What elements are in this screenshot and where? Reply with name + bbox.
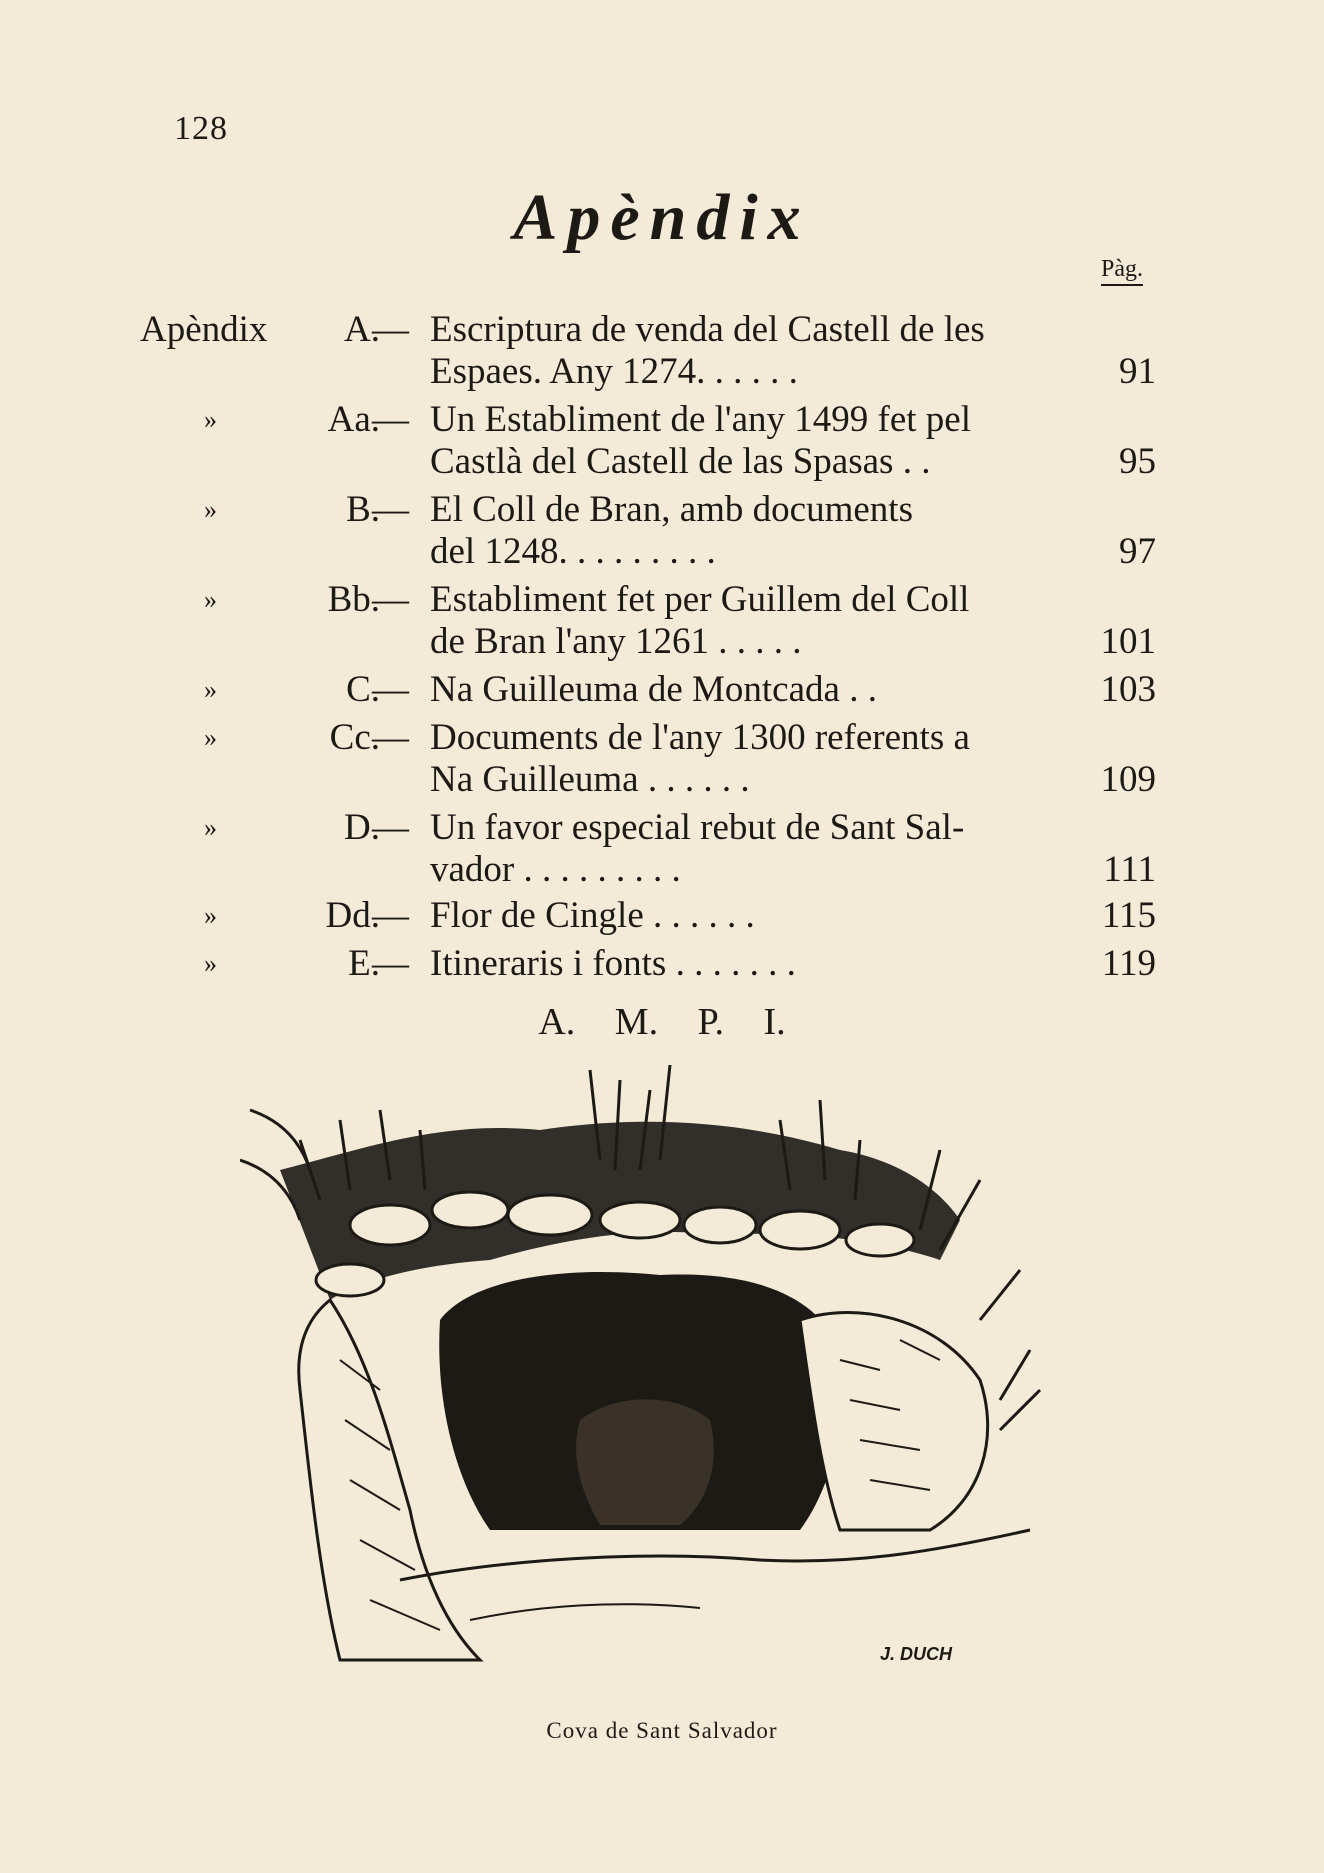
ditto-mark: » <box>204 675 217 704</box>
ditto-mark: » <box>204 585 217 614</box>
entry-code: C. <box>346 669 380 710</box>
ditto-mark: » <box>204 723 217 752</box>
entry-title-line1: Documents de l'any 1300 referents a <box>430 717 970 758</box>
ditto-mark: » <box>204 813 217 842</box>
ditto-mark: » <box>204 495 217 524</box>
entry-title-line2: Castlà del Castell de las Spasas . . <box>430 441 931 482</box>
entry-title-line1: Escriptura de venda del Castell de les <box>430 309 985 350</box>
entry-dash: — <box>372 895 409 936</box>
entry-title-line1: Establiment fet per Guillem del Coll <box>430 579 970 620</box>
entry-page: 115 <box>1101 895 1156 936</box>
entry-code: Cc. <box>329 717 380 758</box>
entry-title-line2: de Bran l'any 1261 . . . . . <box>430 621 802 662</box>
author-initials: A. M. P. I. <box>538 1001 786 1043</box>
entry-title-line2: del 1248. . . . . . . . . <box>430 531 716 572</box>
entry-code: E. <box>348 943 380 984</box>
entry-code: B. <box>346 489 380 530</box>
entry-title-line2: vador . . . . . . . . . <box>430 849 681 890</box>
entry-code: A. <box>344 309 380 350</box>
entry-code: Bb. <box>327 579 380 620</box>
entry-title-line2: Na Guilleuma . . . . . . <box>430 759 750 800</box>
cave-illustration <box>240 1060 1070 1720</box>
entry-title-line1: El Coll de Bran, amb documents <box>430 489 913 530</box>
entry-title-line1: Un favor especial rebut de Sant Sal- <box>430 807 965 848</box>
ditto-mark: » <box>204 949 217 978</box>
entry-page: 91 <box>1119 351 1156 392</box>
entry-page: 97 <box>1119 531 1156 572</box>
entry-dash: — <box>372 717 409 758</box>
entry-title-line1: Flor de Cingle . . . . . . <box>430 895 755 936</box>
entry-code: Dd. <box>325 895 380 936</box>
entry-dash: — <box>372 807 409 848</box>
entry-title-line1: Un Establiment de l'any 1499 fet pel <box>430 399 971 440</box>
entry-page: 95 <box>1119 441 1156 482</box>
ditto-mark: » <box>204 405 217 434</box>
entry-page: 101 <box>1100 621 1156 662</box>
page-title: Apèndix <box>513 181 811 254</box>
entry-page: 103 <box>1100 669 1156 710</box>
entry-page: 119 <box>1101 943 1156 984</box>
page-column-header: Pàg. <box>1101 256 1143 286</box>
page-number: 128 <box>174 110 228 147</box>
entry-dash: — <box>372 309 409 350</box>
entry-dash: — <box>372 399 409 440</box>
artist-signature: J. DUCH <box>880 1644 953 1664</box>
entry-page: 109 <box>1100 759 1156 800</box>
entry-dash: — <box>372 489 409 530</box>
entry-code: D. <box>344 807 380 848</box>
entry-dash: — <box>372 943 409 984</box>
entry-title-line2: Espaes. Any 1274. . . . . . <box>430 351 798 392</box>
entry-prefix: Apèndix <box>140 309 268 350</box>
entry-code: Aa. <box>327 399 380 440</box>
entry-dash: — <box>372 669 409 710</box>
ditto-mark: » <box>204 901 217 930</box>
illustration-caption: Cova de Sant Salvador <box>546 1718 778 1743</box>
entry-title-line1: Na Guilleuma de Montcada . . <box>430 669 877 710</box>
entry-page: 111 <box>1103 849 1156 890</box>
entry-title-line1: Itineraris i fonts . . . . . . . <box>430 943 796 984</box>
entry-dash: — <box>372 579 409 620</box>
